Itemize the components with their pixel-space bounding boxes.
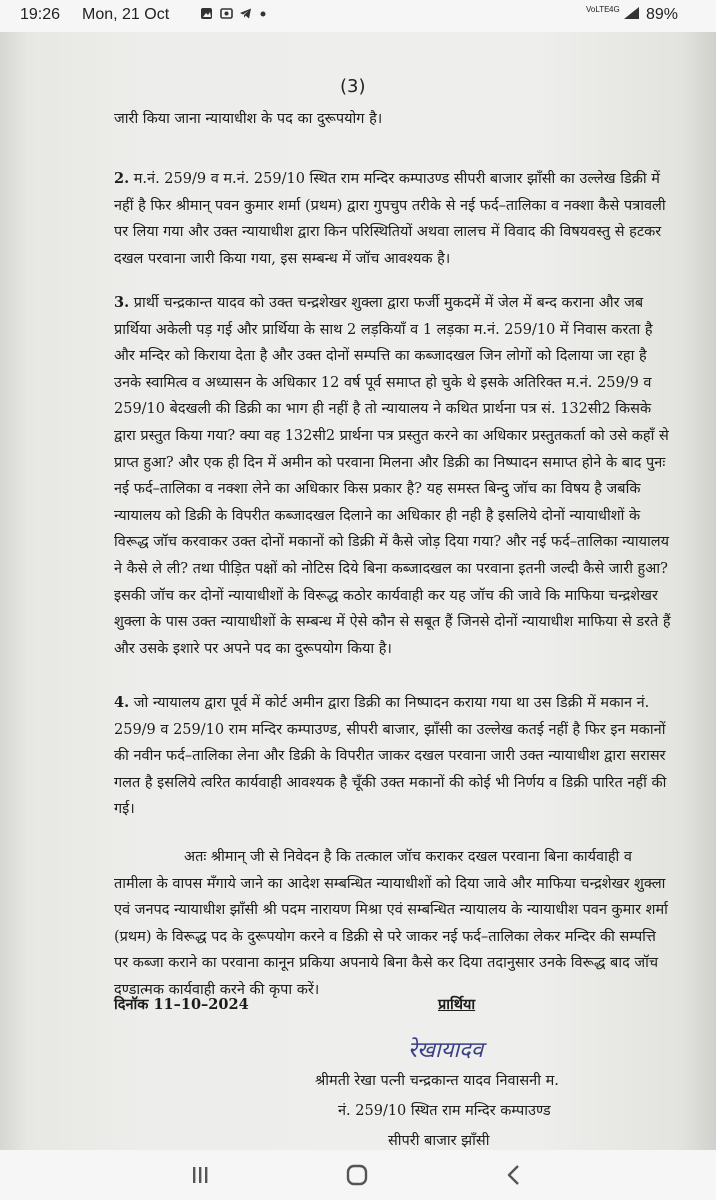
paragraph-3 bbox=[114, 290, 674, 662]
network-type: 4G bbox=[609, 5, 620, 14]
recent-apps-button[interactable] bbox=[180, 1163, 220, 1187]
paragraph-number: 4. bbox=[114, 694, 130, 711]
paragraph-text: म.नं. 259/9 व म.नं. 259/10 स्थित राम मन्दिर कम्पाउण्ड सीपरी बाजार झाँसी का उल्लेख डिक्री में नहीं है फिर श्रीमान् पवन कुमार शर्मा (प्रथम) द्वारा गुपचुप तरीके से नई फर्द–तालिका व नक्शा कैसे पत्रावली पर लिया गया और उक्त न्यायाधीश द्वारा किन परिस्थितियों अथवा लालच में विवाद की विषयवस्तु से हटकर दखल परवाना जारी किया गया, इस सम्बन्ध में जॉच आवश्यक है। bbox=[114, 171, 666, 267]
telegram-icon bbox=[239, 7, 252, 20]
status-time: 19:26 bbox=[20, 6, 61, 23]
address-line-2: नं. 259/10 स्थित राम मन्दिर कम्पाउण्ड bbox=[338, 1103, 551, 1119]
document-date: दिनॉक 11–10–2024 bbox=[114, 996, 249, 1013]
paragraph-number: 3. bbox=[114, 294, 130, 311]
paragraph-2 bbox=[114, 166, 674, 272]
applicant-label: प्रार्थिया bbox=[438, 996, 476, 1013]
paragraph-intro: जारी किया जाना न्यायाधीश के पद का दुरूपयोग है। bbox=[114, 111, 383, 127]
recent-apps-icon bbox=[180, 1163, 220, 1187]
gallery-icon bbox=[200, 7, 213, 20]
page-number: (3) bbox=[340, 76, 366, 97]
address-line-1: श्रीमती रेखा पत्नी चन्द्रकान्त यादव निवासनी म. bbox=[315, 1073, 559, 1089]
status-date: Mon, 21 Oct bbox=[82, 6, 170, 23]
dot-icon bbox=[259, 7, 267, 20]
volte-label: VoLTE bbox=[586, 5, 610, 14]
paragraph-text: प्रार्थी चन्द्रकान्त यादव को उक्त चन्द्रशेखर शुक्ला द्वारा फर्जी मुकदमें में जेल में बन्द कराना और जब प्रार्थिया अकेली पड़ गई और प्रार्थिया के साथ 2 लड़कियाँ व 1 लड़का म.नं. 259/10 में निवास करता है और मन्दिर को किराया देता है और उक्त दोनों सम्पत्ति का कब्जादखल जिन लोगों को दिलाया जा रहा है उनके स्वामित्व व अध्यासन के अधिकार 12 वर्ष पूर्व समाप्त हो चुके थे इसके अतिरिक्त म.नं. 259/9 व 259/10 बेदखली की डिक्री का भाग ही नहीं है तो न्यायालय ने कथित प्रार्थना पत्र सं. 132सी2 किसके द्वारा प्रस्तुत किया गया? क्या वह 132सी2 प्रार्थना पत्र प्रस्तुत करने का अधिकार प्रस्तुतकर्ता को उसे कहाँ से प्राप्त हुआ? और एक ही दिन में अमीन को परवाना मिलना और डिक्री का निष्पादन समाप्त होने के बाद पुनः नई फर्द–तालिका व नक्शा लेने का अधिकार किस प्रकार है? यह समस्त बिन्दु जॉच का विषय है जबकि न्यायालय को डिक्री के विपरीत कब्जादखल दिलाने का अधिकार ही नही है इसलिये दोनों न्यायाधीशों के विरूद्ध जॉच करवाकर उक्त दोनों मकानों को डिक्री में कैसे जोड़ दिया गया? और नई फर्द–तालिका न्यायालय ने कैसे ले ली? तथा पीड़ित पक्षों को नोटिस दिये बिना कब्जादखल का परवाना इतनी जल्दी कैसे जारी हुआ? इसकी जॉच कर दोनों न्यायाधीशों के विरूद्ध कठोर कार्यवाही कर यह जॉच की जावे कि माफिया चन्द्रशेखर शुक्ला के पास उक्त न्यायाधीशों के सम्बन्ध में ऐसे कौन से सबूत हैं जिनसे दोनों न्यायाधीश माफिया से डरते हैं और उसके इशारे पर अपने पद का दुरूपयोग किया है। bbox=[114, 295, 671, 657]
address-line-3: सीपरी बाजार झाँसी bbox=[388, 1133, 490, 1149]
notification-icons bbox=[200, 6, 267, 21]
signal-icon bbox=[623, 6, 641, 23]
home-button[interactable] bbox=[337, 1163, 377, 1187]
paragraph-4 bbox=[114, 690, 674, 823]
paragraph-request: अतः श्रीमान् जी से निवेदन है कि तत्काल जॉच कराकर दखल परवाना बिना कार्यवाही व तामीला के वापस मँगाये जाने का आदेश सम्बन्धित न्यायाधीशों को दिया जावे और माफिया चन्द्रशेखर शुक्ला एवं जनपद न्यायाधीश झाँसी श्री पदम नारायण मिश्रा एवं सम्बन्धित न्यायालय के न्यायाधीश पवन कुमार शर्मा (प्रथम) के विरूद्ध पद के दुरूपयोग करने व डिक्री से परे जाकर नई फर्द–तालिका लेकर मन्दिर की सम्पत्ति पर कब्जा कराने का परवाना कानून प्रकिया अपनाये बिना कैसे कर दिया तदानुसार उनके विरूद्ध बाद जॉच दण्डात्मक कार्यवाही करने की कृपा करें। bbox=[114, 849, 668, 998]
paragraph-number: 2. bbox=[114, 170, 130, 187]
back-button[interactable] bbox=[494, 1163, 534, 1187]
handwritten-signature: रेखायादव bbox=[408, 1038, 484, 1063]
back-icon bbox=[494, 1163, 534, 1187]
document-photo bbox=[0, 32, 716, 1150]
battery-percent: 89% bbox=[646, 6, 679, 23]
home-icon bbox=[337, 1163, 377, 1187]
photo-icon bbox=[220, 7, 233, 20]
status-bar bbox=[0, 0, 716, 32]
paragraph-text: जो न्यायालय द्वारा पूर्व में कोर्ट अमीन द्वारा डिक्री का निष्पादन कराया गया था उस डिक्री में मकान नं. 259/9 व 259/10 राम मन्दिर कम्पाउण्ड, सीपरी बाजार, झाँसी का उल्लेख कतई नहीं है फिर इन मकानों की नवीन फर्द–तालिका लेना और डिक्री के विपरीत जाकर दखल परवाना जारी उक्त न्यायाधीश द्वारा सरासर गलत है इसलिये त्वरित कार्यवाही आवश्यक है चूँकी उक्त मकानों की कोई भी निर्णय व डिक्री पारित नहीं की गई। bbox=[114, 695, 667, 818]
